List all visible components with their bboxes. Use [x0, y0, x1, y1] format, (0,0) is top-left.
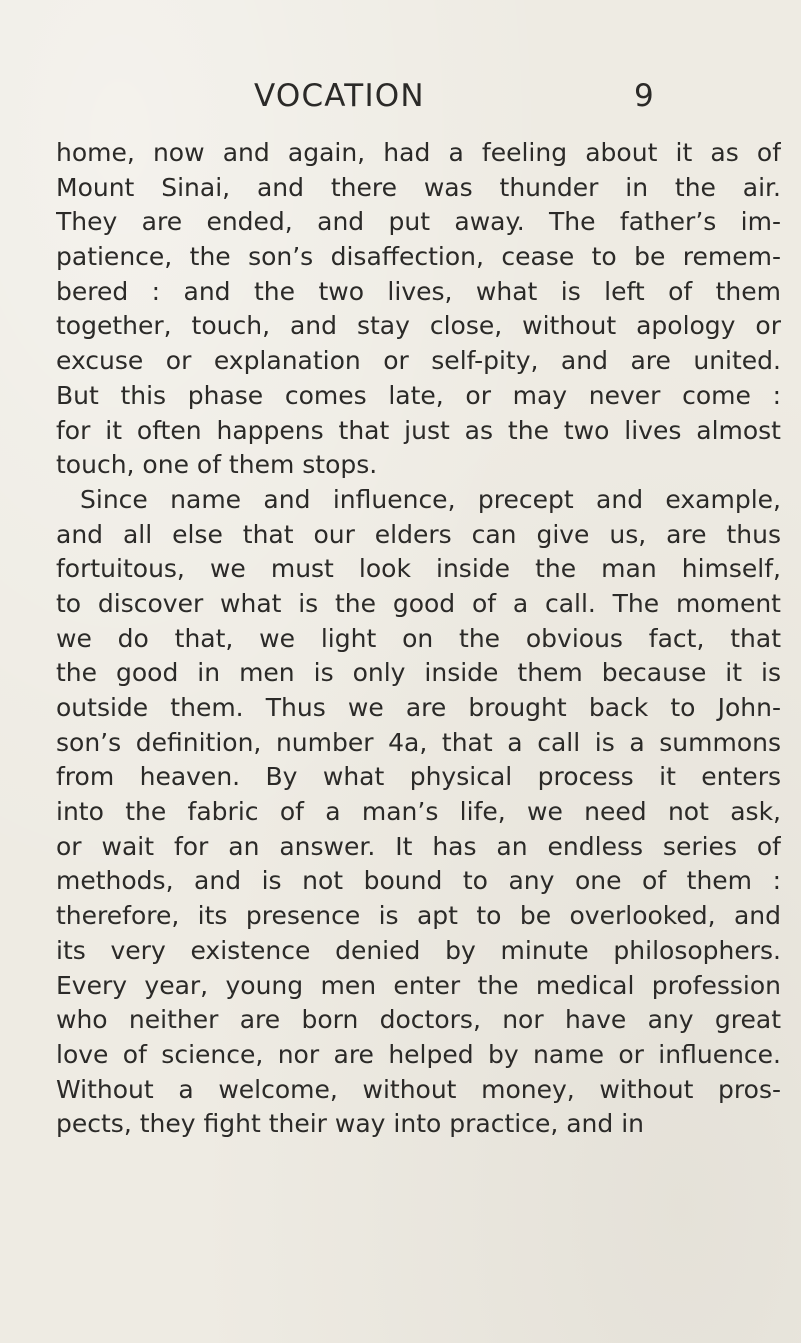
text-line: for it often happens that just as the two lives almost: [56, 415, 781, 445]
text-line: fortuitous, we must look inside the man himself,: [56, 554, 781, 584]
running-head: [0, 76, 801, 116]
paragraph-start-line: Since name and influence, precept and example,: [80, 484, 781, 514]
text-line: touch, one of them stops.: [56, 450, 378, 480]
text-line: home, now and again, had a feeling about it as of: [56, 138, 781, 167]
text-line: therefore, its presence is apt to be overlooked, and: [56, 901, 781, 931]
text-line: or wait for an answer. It has an endless series of: [56, 831, 781, 861]
body-text: [56, 136, 781, 1142]
text-line: to discover what is the good of a call. The moment: [56, 588, 781, 618]
text-line: Without a welcome, without money, without pros-: [56, 1074, 781, 1104]
text-line: excuse or explanation or self-pity, and are united.: [56, 346, 781, 376]
text-line: Every year, young men enter the medical profession: [56, 970, 781, 1000]
text-line: patience, the son’s disaffection, cease to be remem-: [56, 242, 781, 272]
text-line: outside them. Thus we are brought back to John-: [56, 693, 781, 722]
text-line: But this phase comes late, or may never come :: [56, 380, 781, 410]
text-line: methods, and is not bound to any one of them :: [56, 866, 781, 896]
text-line: together, touch, and stay close, without apology or: [56, 311, 781, 341]
running-title: VOCATION: [254, 78, 425, 114]
text-line: pects, they fight their way into practice, and in: [56, 1109, 644, 1139]
text-line: the good in men is only inside them because it is: [56, 658, 781, 688]
text-line: bered : and the two lives, what is left of them: [56, 276, 781, 306]
text-line: and all else that our elders can give us, are thus: [56, 519, 781, 549]
text-line: who neither are born doctors, nor have any great: [56, 1005, 781, 1035]
text-line: from heaven. By what physical process it enters: [56, 762, 781, 792]
text-line: love of science, nor are helped by name or influence.: [56, 1039, 781, 1069]
page-number: 9: [634, 78, 654, 114]
text-line: They are ended, and put away. The father’s im-: [56, 207, 781, 237]
text-line: son’s definition, number 4a, that a call is a summons: [56, 727, 781, 757]
text-line: we do that, we light on the obvious fact, that: [56, 623, 781, 653]
text-line: its very existence denied by minute philosophers.: [56, 935, 781, 965]
text-line: into the fabric of a man’s life, we need not ask,: [56, 797, 781, 827]
text-line: Mount Sinai, and there was thunder in the air.: [56, 172, 781, 202]
